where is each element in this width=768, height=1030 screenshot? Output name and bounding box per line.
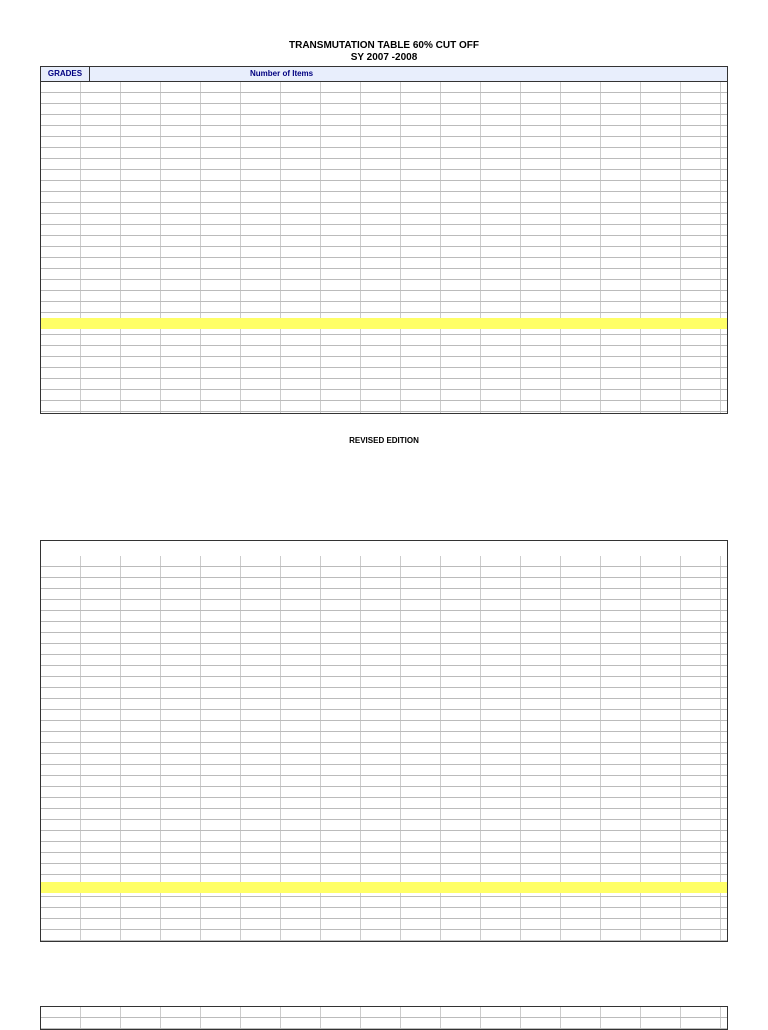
table-grid — [41, 1007, 727, 1029]
document-title: TRANSMUTATION TABLE 60% CUT OFF — [289, 40, 479, 51]
transmutation-table-continued — [40, 1006, 728, 1030]
grades-label: GRADES — [41, 67, 90, 81]
table-grid — [41, 82, 727, 413]
document-header — [0, 40, 768, 64]
revised-edition-label: REVISED EDITION — [349, 436, 419, 445]
transmutation-table-revised — [40, 540, 728, 942]
transmutation-table-original — [40, 66, 728, 414]
cutoff-highlight-row — [41, 882, 727, 893]
table-grid — [41, 556, 727, 941]
cutoff-highlight-row — [41, 318, 727, 329]
items-caption: Number of Items — [250, 69, 314, 78]
school-year: SY 2007 -2008 — [350, 52, 418, 63]
table-header-row — [41, 67, 727, 82]
